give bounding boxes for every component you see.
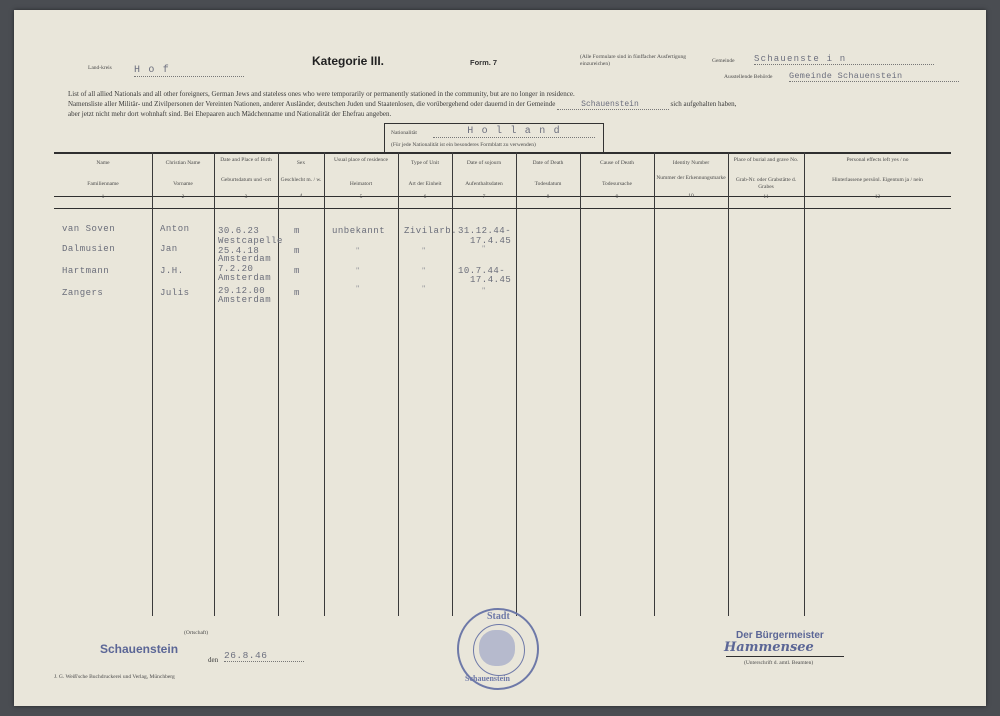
cell-unit: " [422, 266, 426, 275]
col-12-de: Hinterlassene persönl. Eigentum ja / nein [832, 177, 923, 183]
col-8-de: Todesdatum [534, 181, 562, 187]
signature-title: Der Bürgermeister [736, 630, 824, 641]
col-3-header [214, 157, 278, 201]
cell-birth-date: 30.6.23 [218, 226, 260, 236]
col-11-de: Grab-Nr. oder Grabstätte d. Grabes [735, 177, 797, 190]
intro-german-1 [68, 100, 736, 109]
col-divider [728, 152, 729, 616]
cell-sex: m [294, 266, 300, 276]
col-7-de: Aufenthaltsdaten [465, 181, 503, 187]
nationality-box [384, 123, 604, 153]
cell-sojourn-from: 31.12.44- [458, 226, 512, 236]
col-7-num: 7 [482, 194, 486, 200]
signature-label: (Unterschrift d. amtl. Beamten) [744, 660, 814, 666]
printer-line: J. G. Weiß'sche Buchdruckerei und Verlag, Münchberg [54, 674, 175, 680]
cell-birth-place: Amsterdam [218, 254, 272, 264]
cell-sojourn-to: 17.4.45 [470, 275, 512, 285]
behoerde-label: Ausstellende Behörde [724, 74, 773, 80]
col-divider [278, 152, 279, 616]
col-divider [152, 152, 153, 616]
cell-residence: unbekannt [332, 226, 386, 236]
seal-text-top: Stadt [487, 611, 510, 622]
col-4-en: Sex [296, 160, 306, 166]
cell-vorname: J.H. [160, 266, 184, 276]
col-2-en: Christian Name [165, 160, 201, 166]
cell-sex: m [294, 288, 300, 298]
cell-residence: " [356, 246, 360, 255]
cell-name: Dalmusien [62, 244, 116, 254]
signature-line [726, 656, 844, 657]
col-5-header [324, 157, 398, 201]
col-4-num: 4 [299, 193, 303, 199]
cell-birth-place: Amsterdam [218, 295, 272, 305]
col-12-en: Personal effects left yes / no [846, 157, 909, 163]
col-divider [398, 152, 399, 616]
intro-german-place: Schauenstein [557, 100, 669, 110]
col-6-header [398, 160, 452, 201]
col-9-header [580, 160, 654, 201]
col-divider [804, 152, 805, 616]
cell-birth-place: Westcapelle [218, 236, 283, 246]
form-sheet [14, 10, 986, 706]
nationality-label: Nationalität [391, 130, 417, 136]
col-8-en: Date of Death [532, 160, 564, 166]
col-divider [516, 152, 517, 616]
col-1-de: Familienname [87, 181, 119, 187]
cell-sojourn-from: 10.7.44- [458, 266, 506, 276]
intro-german-2: aber jetzt nicht mehr dort wohnhaft sind. Bei Ehepaaren auch Mädchenname und Nationalität der Ehefrau angeben. [68, 110, 392, 118]
col-6-num: 6 [423, 194, 427, 200]
col-10-header [654, 160, 728, 200]
col-4-header [278, 160, 324, 200]
cell-birth-date: 7.2.20 [218, 264, 254, 274]
seal-text-bottom: Schauenstein [465, 674, 510, 683]
place-label: (Ortschaft) [184, 630, 209, 636]
col-6-de: Art der Einheit [408, 181, 442, 187]
table-top-rule [54, 152, 951, 154]
form-note: (Alle Formulare sind in fünffacher Ausfertigung einzureichen) [580, 54, 687, 67]
cell-unit: " [422, 284, 426, 293]
nationality-value: H o l l a n d [433, 126, 595, 138]
cell-birth-date: 29.12.00 [218, 286, 266, 296]
official-seal [457, 608, 539, 690]
col-4-de: Geschlecht m. / w. [280, 177, 322, 183]
col-divider [214, 152, 215, 616]
crest-icon [479, 630, 515, 666]
intro-english: List of all allied Nationals and all other foreigners, German Jews and stateless ones who were temporarily or permanently stationed in the community, but are no longer in residence. [68, 90, 575, 98]
col-12-num: 12 [874, 194, 881, 200]
col-8-num: 8 [546, 194, 550, 200]
col-2-de: Vorname [173, 181, 193, 187]
col-3-num: 3 [244, 194, 248, 200]
landkreis-value: H o f [134, 65, 244, 77]
col-9-num: 9 [615, 194, 619, 200]
col-1-en: Name [96, 160, 110, 166]
gemeinde-value: Schauenste i n [754, 54, 934, 65]
gemeinde-label: Gemeinde [712, 58, 735, 64]
date-value: 26.8.46 [224, 650, 304, 662]
cell-sex: m [294, 246, 300, 256]
table-number-rule [54, 208, 951, 209]
col-11-header [728, 157, 804, 201]
behoerde-value: Gemeinde Schauenstein [789, 71, 959, 82]
col-5-num: 5 [359, 194, 363, 200]
col-2-header [152, 160, 214, 201]
date-label: den [208, 656, 219, 664]
cell-sojourn-from: " [482, 286, 486, 295]
col-9-en: Cause of Death [600, 160, 634, 166]
cell-sojourn-from: " [482, 244, 486, 253]
cell-residence: " [356, 284, 360, 293]
cell-unit: Zivilarb. [404, 226, 458, 236]
intro-german-1-end: sich aufgehalten haben, [670, 100, 737, 108]
col-9-de: Todesursache [602, 181, 632, 187]
col-11-num: 11 [763, 194, 769, 200]
col-10-en: Identity Number [672, 160, 710, 166]
col-5-de: Heimatort [349, 181, 373, 187]
landkreis-label: Land-kreis [88, 65, 112, 71]
cell-sojourn-to: 17.4.45 [470, 236, 512, 246]
col-divider [452, 152, 453, 616]
cell-residence: " [356, 266, 360, 275]
col-divider [324, 152, 325, 616]
place-value: Schauenstein [100, 642, 179, 656]
nationality-note: (Für jede Nationalität ist ein besonderes Formblatt zu verwenden) [391, 142, 536, 148]
cell-name: Hartmann [62, 266, 110, 276]
intro-german-1-text: Namensliste aller Militär- und Zivilpersonen der Vereinten Nationen, anderer Ausländer, deutschen Juden und Staatenlosen, die vorübergehend oder dauernd in der Gemeinde [68, 100, 556, 108]
col-12-header [804, 157, 951, 201]
cell-vorname: Jan [160, 244, 178, 254]
cell-vorname: Julis [160, 288, 190, 298]
col-7-header [452, 160, 516, 201]
col-5-en: Usual place of residence [334, 157, 388, 163]
form-title: Kategorie III. [312, 54, 385, 68]
cell-sex: m [294, 226, 300, 236]
signature-name: Hammensee [724, 640, 814, 655]
col-2-num: 2 [181, 194, 185, 200]
col-8-header [516, 160, 580, 201]
col-7-en: Date of sojourn [466, 160, 502, 166]
col-3-en: Date and Place of Birth [220, 157, 272, 163]
col-divider [580, 152, 581, 616]
col-3-de: Geburtsdatum und -ort [220, 177, 272, 183]
cell-birth-place: Amsterdam [218, 273, 272, 283]
form-number: Form. 7 [470, 58, 498, 67]
col-divider [654, 152, 655, 616]
col-1-num: 1 [101, 194, 105, 200]
cell-birth-date: 25.4.18 [218, 246, 260, 256]
col-11-en: Place of burial and grave No. [733, 157, 799, 163]
col-6-en: Type of Unit [410, 160, 440, 166]
cell-unit: " [422, 246, 426, 255]
cell-name: van Soven [62, 224, 116, 234]
col-10-de: Nummer der Erkennungsmarke [656, 175, 726, 181]
col-1-header [54, 160, 152, 201]
cell-name: Zangers [62, 288, 104, 298]
cell-vorname: Anton [160, 224, 190, 234]
col-10-num: 10 [688, 193, 694, 199]
